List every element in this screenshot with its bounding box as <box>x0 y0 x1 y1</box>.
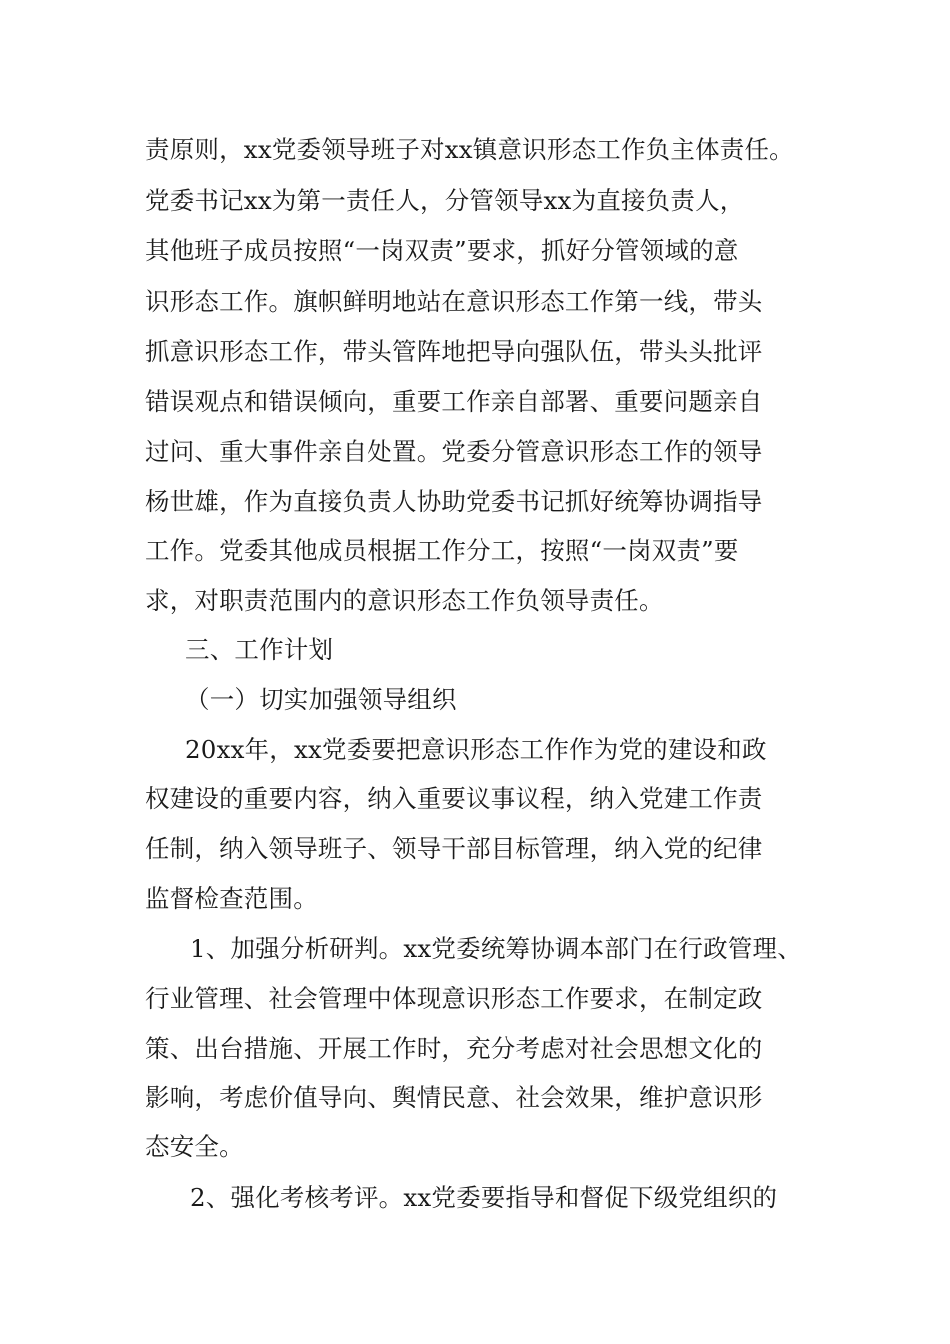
text-line: 任制，纳入领导班子、领导干部目标管理，纳入党的纪律 <box>145 834 763 863</box>
subsection-heading: （一）切实加强领导组织 <box>185 685 457 714</box>
text-line: 过问、重大事件亲自处置。党委分管意识形态工作的领导 <box>145 437 763 466</box>
text-line: 责原则，xx党委领导班子对xx镇意识形态工作负主体责任。 <box>145 135 794 164</box>
text-line: 1、加强分析研判。xx党委统筹协调本部门在行政管理、 <box>190 934 802 963</box>
text-line: 工作。党委其他成员根据工作分工，按照“一岗双责”要 <box>145 536 739 565</box>
text-line: 权建设的重要内容，纳入重要议事议程，纳入党建工作责 <box>145 784 763 813</box>
text-line: 2、强化考核考评。xx党委要指导和督促下级党组织的 <box>190 1183 778 1212</box>
text-line: 求，对职责范围内的意识形态工作负领导责任。 <box>145 586 664 615</box>
text-line: 态安全。 <box>145 1132 244 1161</box>
text-line: 20xx年，xx党委要把意识形态工作作为党的建设和政 <box>185 735 767 764</box>
text-line: 影响，考虑价值导向、舆情民意、社会效果，维护意识形 <box>145 1083 763 1112</box>
text-line: 其他班子成员按照“一岗双责”要求，抓好分管领域的意 <box>145 236 739 265</box>
text-line: 杨世雄，作为直接负责人协助党委书记抓好统筹协调指导 <box>145 487 763 516</box>
text-line: 抓意识形态工作，带头管阵地把导向强队伍，带头头批评 <box>145 337 763 366</box>
text-line: 错误观点和错误倾向，重要工作亲自部署、重要问题亲自 <box>145 387 763 416</box>
text-line: 识形态工作。旗帜鲜明地站在意识形态工作第一线，带头 <box>145 287 763 316</box>
text-line: 策、出台措施、开展工作时，充分考虑对社会思想文化的 <box>145 1034 763 1063</box>
text-line: 行业管理、社会管理中体现意识形态工作要求，在制定政 <box>145 984 763 1013</box>
text-line: 党委书记xx为第一责任人，分管领导xx为直接负责人， <box>145 186 745 215</box>
text-line: 监督检查范围。 <box>145 884 318 913</box>
section-heading: 三、工作计划 <box>185 635 334 664</box>
